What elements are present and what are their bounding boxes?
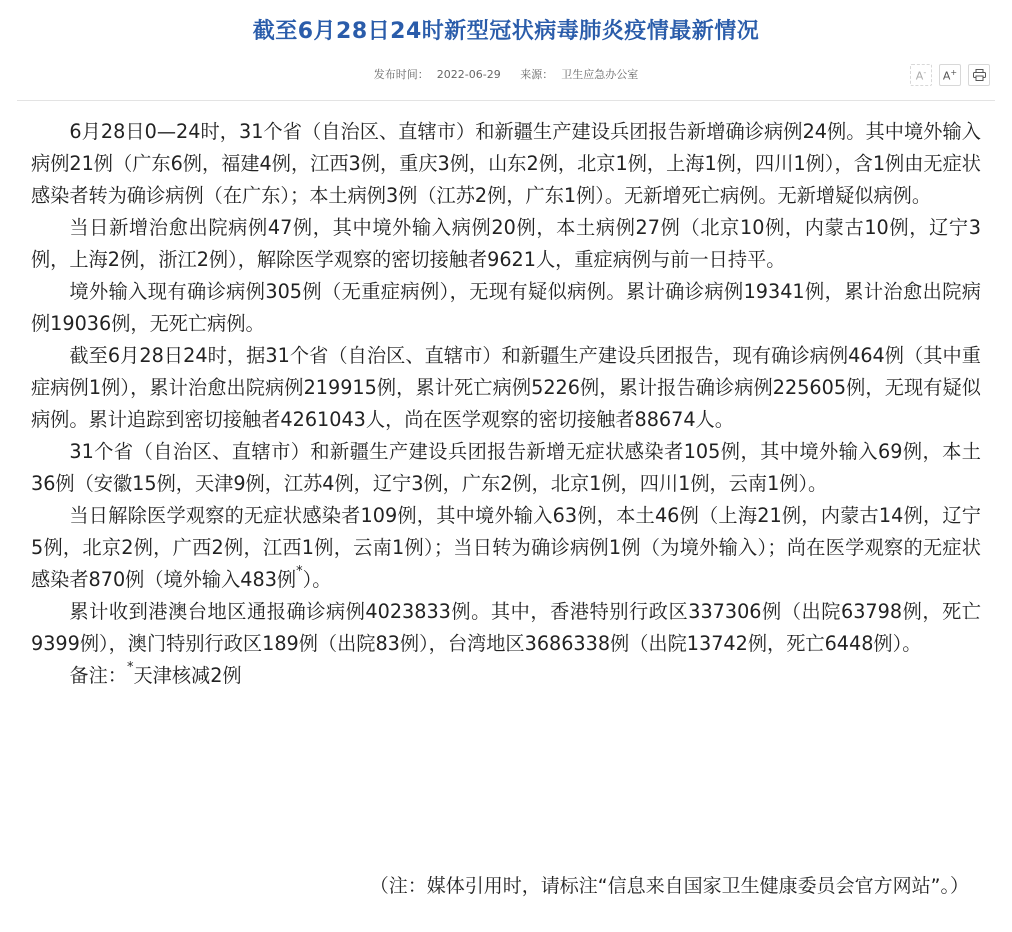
source-label: 来源： — [520, 68, 554, 81]
citation-note: （注：媒体引用时，请标注“信息来自国家卫生健康委员会官方网站”。） — [369, 875, 969, 897]
article-meta — [0, 66, 1012, 82]
font-increase-icon: A+ — [942, 67, 958, 83]
font-increase-button[interactable] — [939, 64, 961, 86]
paragraph-hk-macao-taiwan: 累计收到港澳台地区通报确诊病例4023833例。其中，香港特别行政区337306例（出院63798例，死亡9399例），澳门特别行政区189例（出院83例），台湾地区3686338例（出院13742例，死亡6448例）。 — [31, 600, 981, 655]
printer-icon — [973, 69, 986, 81]
remark — [31, 660, 981, 692]
font-decrease-icon: A- — [915, 67, 927, 83]
paragraph-cumulative: 截至6月28日24时，据31个省（自治区、直辖市）和新疆生产建设兵团报告，现有确诊病例464例（其中重症病例1例），累计治愈出院病例219915例，累计死亡病例5226例，累计报告确诊病例225605例，无现有疑似病例。累计追踪到密切接触者4261043人，尚在医学观察的密切接触者88674人。 — [31, 344, 981, 431]
source-name: 卫生应急办公室 — [561, 68, 639, 81]
asterisk-mark: * — [296, 564, 303, 579]
font-decrease-button[interactable] — [910, 64, 932, 86]
publish-info — [370, 68, 505, 81]
article-toolbar — [910, 64, 990, 86]
publish-label: 发布时间： — [373, 68, 429, 81]
source-info — [516, 68, 642, 81]
paragraph-imported-cases: 境外输入现有确诊病例305例（无重症病例），无现有疑似病例。累计确诊病例19341例，累计治愈出院病例19036例，无死亡病例。 — [31, 280, 981, 335]
paragraph-asymptomatic-released — [31, 500, 981, 596]
paragraph-asymptomatic-new: 31个省（自治区、直辖市）和新疆生产建设兵团报告新增无症状感染者105例，其中境外输入69例，本土36例（安徽15例，天津9例，江苏4例，辽宁3例，广东2例，北京1例，四川1例，云南1例）。 — [31, 440, 981, 495]
remark-label: 备注： — [69, 664, 127, 687]
remark-text: 天津核减2例 — [133, 664, 242, 687]
paragraph-recoveries: 当日新增治愈出院病例47例，其中境外输入病例20例，本土病例27例（北京10例，内蒙古10例，辽宁3例，上海2例，浙江2例），解除医学观察的密切接触者9621人，重症病例与前一日持平。 — [31, 216, 981, 271]
page-title: 截至6月28日24时新型冠状病毒肺炎疫情最新情况 — [252, 19, 760, 44]
paragraph-new-cases: 6月28日0—24时，31个省（自治区、直辖市）和新疆生产建设兵团报告新增确诊病例24例。其中境外输入病例21例（广东6例，福建4例，江西3例，重庆3例，山东2例，北京1例，上海1例，四川1例），含1例由无症状感染者转为确诊病例（在广东）；本土病例3例（江苏2例，广东1例）。无新增死亡病例。无新增疑似病例。 — [31, 120, 981, 207]
remark-asterisk: * — [126, 660, 134, 675]
print-button[interactable] — [968, 64, 990, 86]
header-divider — [17, 100, 995, 101]
paragraph-text: 当日解除医学观察的无症状感染者109例，其中境外输入63例，本土46例（上海21例，内蒙古14例，辽宁5例，北京2例，广西2例，江西1例，云南1例）；当日转为确诊病例1例（为境外输入）；尚在医学观察的无症状感染者870例（境外输入483例 — [31, 504, 981, 591]
article-body — [31, 116, 981, 692]
publish-date: 2022-06-29 — [436, 68, 501, 81]
paragraph-text-end: ）。 — [302, 568, 332, 591]
